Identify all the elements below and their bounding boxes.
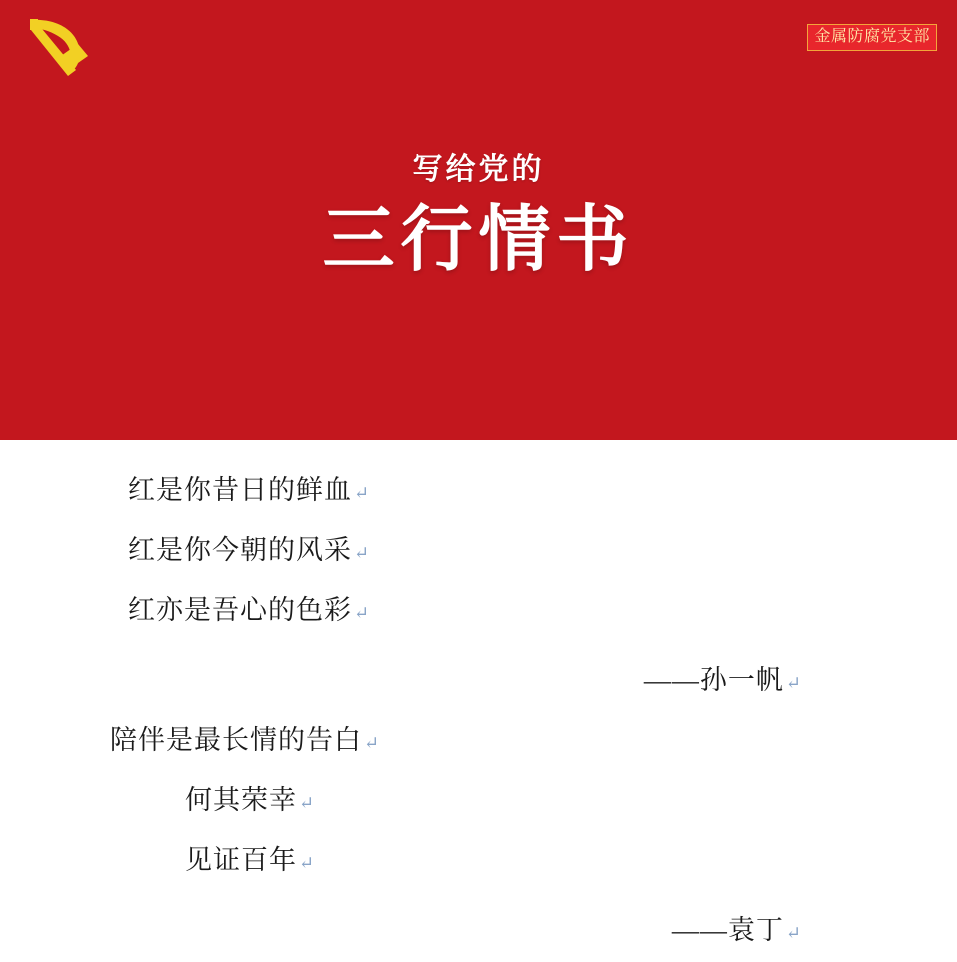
poem-line-text: 红是你昔日的鲜血	[128, 475, 352, 505]
poem-author	[0, 652, 957, 712]
poem-line	[0, 832, 957, 892]
paragraph-mark-icon: ↵	[299, 793, 316, 813]
poem-line-text: 见证百年	[185, 845, 297, 875]
paragraph-mark-icon: ↵	[299, 853, 316, 873]
poem-line-text: 陪伴是最长情的告白	[110, 725, 362, 755]
paragraph-mark-icon: ↵	[354, 603, 371, 623]
title-banner	[0, 0, 957, 440]
document-body	[0, 440, 957, 962]
banner-title-group	[0, 150, 957, 286]
stanza-1	[0, 462, 957, 712]
paragraph-mark-icon: ↵	[785, 923, 802, 943]
stanza-spacer	[0, 642, 957, 652]
paragraph-mark-icon: ↵	[354, 483, 371, 503]
poem-line	[0, 582, 957, 642]
banner-subtitle: 写给党的	[412, 153, 545, 186]
paragraph-mark-icon: ↵	[785, 673, 802, 693]
department-badge: 金属防腐党支部	[807, 24, 937, 51]
poem-line	[0, 522, 957, 582]
poem-author	[0, 902, 957, 962]
poem-line-text: 红亦是吾心的色彩	[128, 595, 352, 625]
banner-title: 三行情书	[322, 200, 635, 280]
poem-author-text: ——孙一帆	[643, 665, 784, 695]
poem-line-text: 红是你今朝的风采	[128, 535, 352, 565]
poem-line	[0, 772, 957, 832]
paragraph-mark-icon: ↵	[354, 543, 371, 563]
party-emblem-hammer-sickle-icon	[22, 14, 94, 80]
poem-line	[0, 712, 957, 772]
poem-author-text: ——袁丁	[671, 915, 784, 945]
poem-line-text: 何其荣幸	[185, 785, 297, 815]
stanza-2	[0, 712, 957, 962]
paragraph-mark-icon: ↵	[364, 733, 381, 753]
poem-line	[0, 462, 957, 522]
stanza-spacer	[0, 892, 957, 902]
